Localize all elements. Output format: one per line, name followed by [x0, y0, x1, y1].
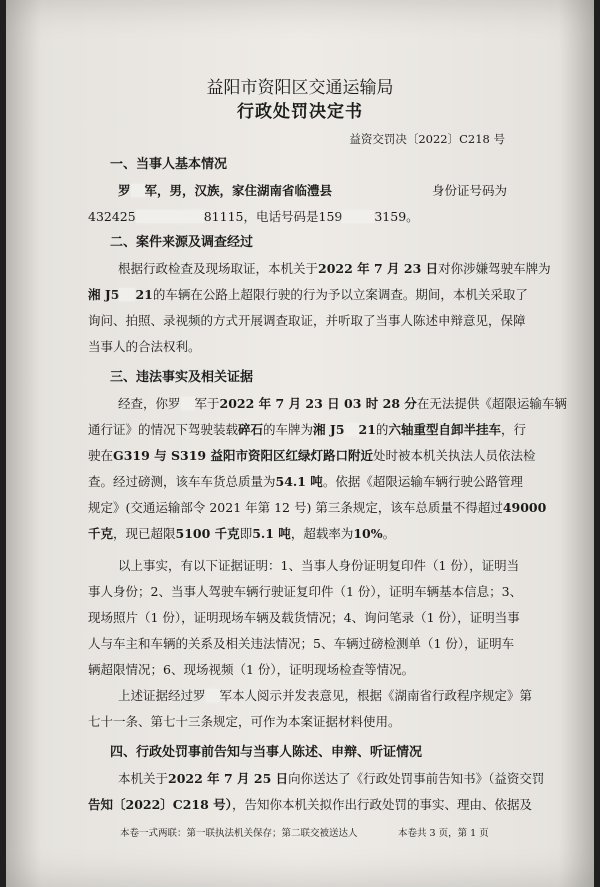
- text-run: 查。经过磅测，该车车货总质量为: [88, 474, 276, 489]
- id-number-part-1: 432425: [88, 209, 136, 224]
- weight-limit: 49000: [502, 500, 547, 515]
- footer-copies-note: 本卷一式两联：第一联执法机关保存；第二联交被送达人: [120, 828, 358, 839]
- phone-number-part-2: 3159: [374, 209, 407, 224]
- phone-label: ，电话号码是: [243, 209, 319, 224]
- party-name-part-1: 罗: [193, 688, 206, 703]
- text-run: 本人阅示并发表意见，根据《湖南省行政程序规定》第: [232, 688, 533, 703]
- section-3-heading: 三、违法事实及相关证据: [110, 370, 254, 385]
- party-name-part-2: 军: [219, 688, 233, 703]
- text-run: 。: [382, 526, 396, 541]
- redaction-mark: [342, 210, 374, 223]
- plate-part-2: 21: [358, 422, 376, 437]
- section-2-heading: 二、案件来源及调查经过: [110, 235, 254, 250]
- text-run: 规定》(交通运输部令 2021 年第 12 号) 第三条规定，该车总质量不得超过: [88, 500, 503, 515]
- facts-line-3: [88, 448, 535, 464]
- weight-unit: 千克: [88, 526, 114, 541]
- redaction-mark: [181, 397, 195, 410]
- notice-line-2: [88, 797, 532, 813]
- text-run: ，现已超限: [113, 526, 176, 541]
- footer-page-number: 本卷共 3 页，第 1 页: [398, 828, 489, 839]
- text-run: 的: [375, 422, 389, 437]
- overweight-kg: 5100 千克: [175, 526, 240, 541]
- case-date: 2022 年 7 月 23 日: [318, 261, 439, 276]
- text-run: 本机关于: [118, 771, 169, 786]
- case-source-line-1: [118, 261, 551, 277]
- text-run: 的车辆在公路上超限行驶的行为予以立案调查。期间，本机关采取了: [152, 287, 528, 302]
- document-number: 益资交罚决〔2022〕C218 号: [349, 132, 505, 146]
- text-run: 即: [239, 526, 253, 541]
- evidence-line-4: 人与车主和车辆的关系及相关违法情况；5、车辆过磅检测单（1 份），证明车: [88, 636, 515, 651]
- redaction-mark: [131, 184, 145, 197]
- evidence-line-2: 事人身份；2、当事人驾驶车辆行驶证复印件（1 份），证明车辆基本信息；3、: [88, 584, 523, 599]
- party-name-part-1: 罗: [118, 183, 131, 198]
- text-run: 的车牌为: [263, 422, 314, 437]
- party-info-line-2: [88, 209, 419, 225]
- evidence-review-line-1: [118, 688, 532, 704]
- case-source-line-3: 询问、拍照、录视频的方式开展调查取证，并听取了当事人陈述申辩意见，保障: [88, 313, 526, 328]
- overweight-t: 5.1 吨: [252, 526, 291, 541]
- text-run: 。依据《超限运输车辆行驶公路管理: [322, 474, 523, 489]
- phone-number-part-1: 159: [318, 209, 343, 224]
- party-info-line-1: [118, 183, 332, 199]
- plate-part-2: 21: [135, 287, 153, 302]
- line-end-punct: 。: [406, 209, 419, 224]
- evidence-review-line-2: 七十一条、第七十三条规定，可作为本案证据材料使用。: [88, 714, 401, 729]
- facts-line-6: [88, 526, 395, 542]
- cargo-type: 碎石: [238, 422, 264, 437]
- text-run: 在无法提供《超限运输车辆: [416, 396, 567, 411]
- notice-doc-number: 告知〔2022〕C218 号）: [88, 797, 232, 812]
- text-run: 驶在: [88, 448, 114, 463]
- evidence-line-1: 以上事实，有以下证据证明：1、当事人身份证明复印件（1 份），证明当: [118, 558, 520, 573]
- vehicle-type: 六轴重型自卸半挂车: [388, 422, 501, 437]
- text-run: ，超载率为: [290, 526, 354, 541]
- party-address: 湖南省临澧县: [257, 183, 333, 198]
- redaction-mark: [345, 423, 359, 436]
- total-weight: 54.1 吨: [275, 474, 323, 489]
- evidence-line-3: 现场照片（1 份），证明现场车辆及载货情况；4、询问笔录（1 份），证明当事: [88, 610, 520, 625]
- text-run: ，告知你本机关拟作出行政处罚的事实、理由、依据及: [231, 797, 532, 812]
- redaction-mark: [206, 689, 220, 702]
- plate-part-1: 湘 J5: [313, 422, 345, 437]
- section-4-heading: 四、行政处罚事前告知与当事人陈述、申辩、听证情况: [110, 745, 423, 760]
- plate-part-1: 湘 J5: [88, 287, 120, 302]
- text-run: 向你送达了《行政处罚事前告知书》（益资交罚: [288, 771, 545, 786]
- violation-location: G319 与 S319 益阳市资阳区红绿灯路口附近: [113, 448, 373, 463]
- text-run: 通行证》的情况下驾驶装载: [88, 422, 239, 437]
- text-run: 根据行政检查及现场取证，本机关于: [118, 261, 319, 276]
- facts-line-2: [88, 422, 526, 438]
- text-run: ，行: [500, 422, 526, 437]
- text-run: 处时被本机关执法人员依法检: [372, 448, 536, 463]
- text-run: 军于: [194, 396, 220, 411]
- evidence-line-5: 辆超限情况；6、现场视频（1 份），证明现场检查等情况。: [88, 662, 415, 677]
- text-run: 对你涉嫌驾驶车牌为: [438, 261, 551, 276]
- text-run: 经查，你罗: [118, 396, 181, 411]
- party-name-part-2: 军，男，汉族，家住: [144, 183, 258, 198]
- facts-line-5: [88, 500, 546, 516]
- notice-date: 2022 年 7 月 25 日: [168, 771, 289, 786]
- facts-line-1: [118, 396, 567, 412]
- case-source-line-2: [88, 287, 528, 303]
- violation-time: 2022 年 7 月 23 日 03 时 28 分: [219, 396, 417, 411]
- notice-line-1: [118, 771, 544, 787]
- case-source-line-4: 当事人的合法权利。: [88, 339, 201, 354]
- id-number-label: 身份证号码为: [432, 183, 508, 198]
- section-1-heading: 一、当事人基本情况: [110, 157, 228, 172]
- overload-rate: 10%: [353, 526, 383, 541]
- id-number-part-2: 81115: [203, 209, 244, 224]
- text-run: 上述证据经过: [118, 688, 194, 703]
- agency-name: 益阳市资阳区交通运输局: [206, 78, 394, 98]
- facts-line-4: [88, 474, 523, 490]
- document-title: 行政处罚决定书: [237, 102, 363, 122]
- redaction-mark: [136, 210, 204, 223]
- redaction-mark: [119, 288, 135, 301]
